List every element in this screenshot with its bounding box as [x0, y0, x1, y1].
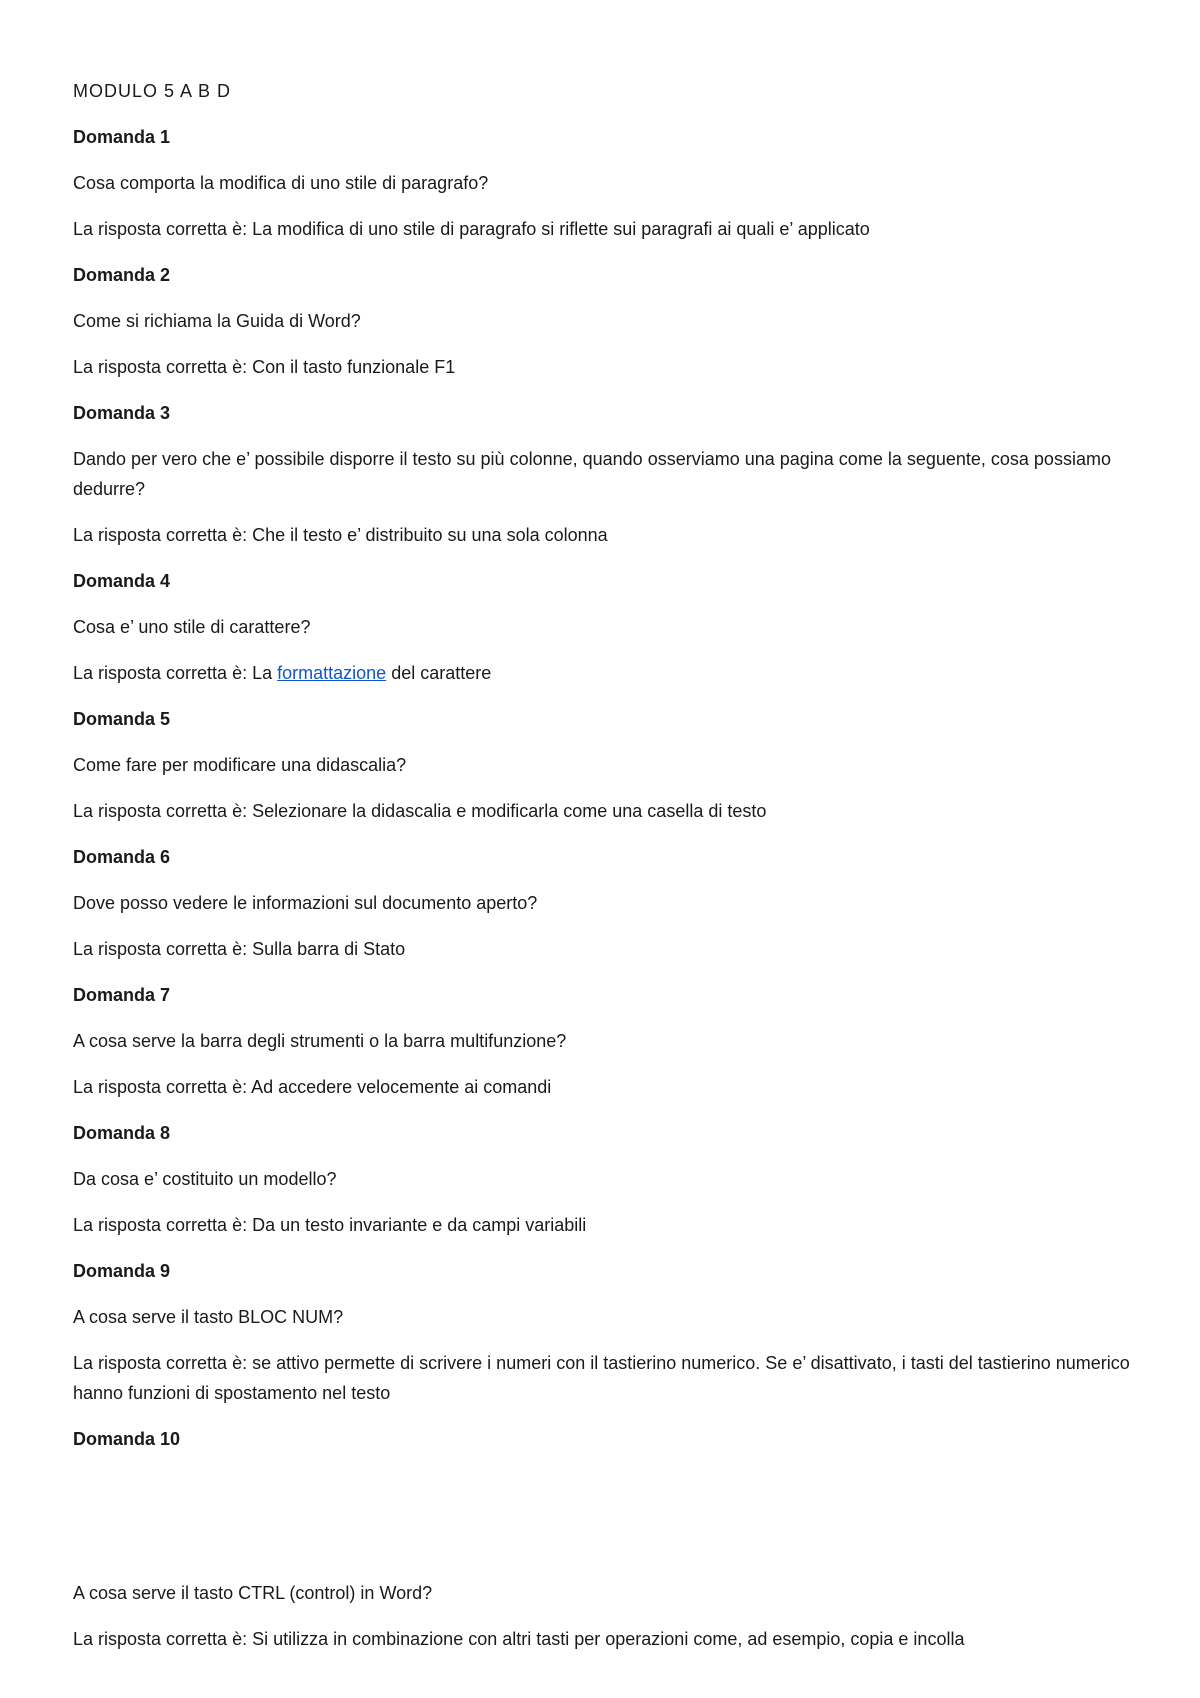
answer-prefix: La risposta corretta è:: [73, 1353, 253, 1373]
question-heading: Domanda 1: [73, 127, 171, 147]
question-heading: Domanda 2: [73, 265, 171, 285]
answer-line: [73, 520, 1133, 550]
answer-line: [73, 658, 1133, 688]
answer-text: Con il tasto funzionale F1: [252, 357, 456, 377]
answer-line: [73, 1624, 1133, 1654]
answer-text: Selezionare la didascalia e modificarla come una casella di testo: [252, 801, 767, 821]
question-text: Come si richiama la Guida di Word?: [73, 311, 361, 331]
answer-prefix: La risposta corretta è:: [73, 1215, 253, 1235]
answer-prefix: La risposta corretta è:: [73, 801, 253, 821]
answer-line: [73, 796, 1133, 826]
answer-text: La modifica di uno stile di paragrafo si riflette sui paragrafi ai quali e’ applicato: [252, 219, 870, 239]
question-heading: Domanda 3: [73, 403, 171, 423]
question-heading: Domanda 4: [73, 571, 171, 591]
answer-text-before: La: [252, 663, 278, 683]
answer-line: [73, 214, 1133, 244]
answer-text: Si utilizza in combinazione con altri tasti per operazioni come, ad esempio, copia e incolla: [252, 1629, 965, 1649]
answer-line: [73, 1210, 1133, 1240]
answer-prefix: La risposta corretta è:: [73, 219, 253, 239]
question-heading: Domanda 5: [73, 709, 171, 729]
answer-prefix: La risposta corretta è:: [73, 525, 253, 545]
question-heading: Domanda 9: [73, 1261, 171, 1281]
answer-prefix: La risposta corretta è:: [73, 1629, 253, 1649]
question-text: Dando per vero che e’ possibile disporre il testo su più colonne, quando osserviamo una pagina come la seguente, cosa possiamo dedurre?: [73, 449, 1111, 499]
question-heading: Domanda 7: [73, 985, 171, 1005]
formattazione-link[interactable]: formattazione: [277, 663, 387, 683]
question-text: Cosa e’ uno stile di carattere?: [73, 617, 311, 637]
answer-line: [73, 1072, 1133, 1102]
answer-text-after: del carattere: [386, 663, 492, 683]
question-text: Cosa comporta la modifica di uno stile di paragrafo?: [73, 173, 489, 193]
answer-prefix: La risposta corretta è:: [73, 663, 253, 683]
document-page: [73, 76, 1133, 1670]
answer-prefix: La risposta corretta è:: [73, 357, 253, 377]
question-heading: Domanda 8: [73, 1123, 171, 1143]
answer-text: Da un testo invariante e da campi variabili: [252, 1215, 587, 1235]
answer-text: Che il testo e’ distribuito su una sola colonna: [252, 525, 608, 545]
answer-text: Sulla barra di Stato: [252, 939, 406, 959]
answer-text: se attivo permette di scrivere i numeri con il tastierino numerico. Se e’ disattivato, i tasti del tastierino numerico hanno funzioni di spostamento nel testo: [73, 1353, 1130, 1403]
answer-prefix: La risposta corretta è:: [73, 1077, 252, 1097]
question-text: Come fare per modificare una didascalia?: [73, 755, 407, 775]
question-text: A cosa serve il tasto BLOC NUM?: [73, 1307, 344, 1327]
question-text: A cosa serve la barra degli strumenti o la barra multifunzione?: [73, 1031, 567, 1051]
question-heading: Domanda 6: [73, 847, 171, 867]
question-heading: Domanda 10: [73, 1429, 181, 1449]
answer-line: [73, 1348, 1133, 1408]
answer-line: [73, 934, 1133, 964]
question-text: Dove posso vedere le informazioni sul documento aperto?: [73, 893, 538, 913]
answer-prefix: La risposta corretta è:: [73, 939, 253, 959]
answer-text: Ad accedere velocemente ai comandi: [251, 1077, 552, 1097]
document-title: MODULO 5 A B D: [73, 81, 232, 101]
answer-line: [73, 352, 1133, 382]
blank-space: [73, 1470, 1133, 1578]
question-text: Da cosa e’ costituito un modello?: [73, 1169, 337, 1189]
question-text: A cosa serve il tasto CTRL (control) in Word?: [73, 1583, 433, 1603]
